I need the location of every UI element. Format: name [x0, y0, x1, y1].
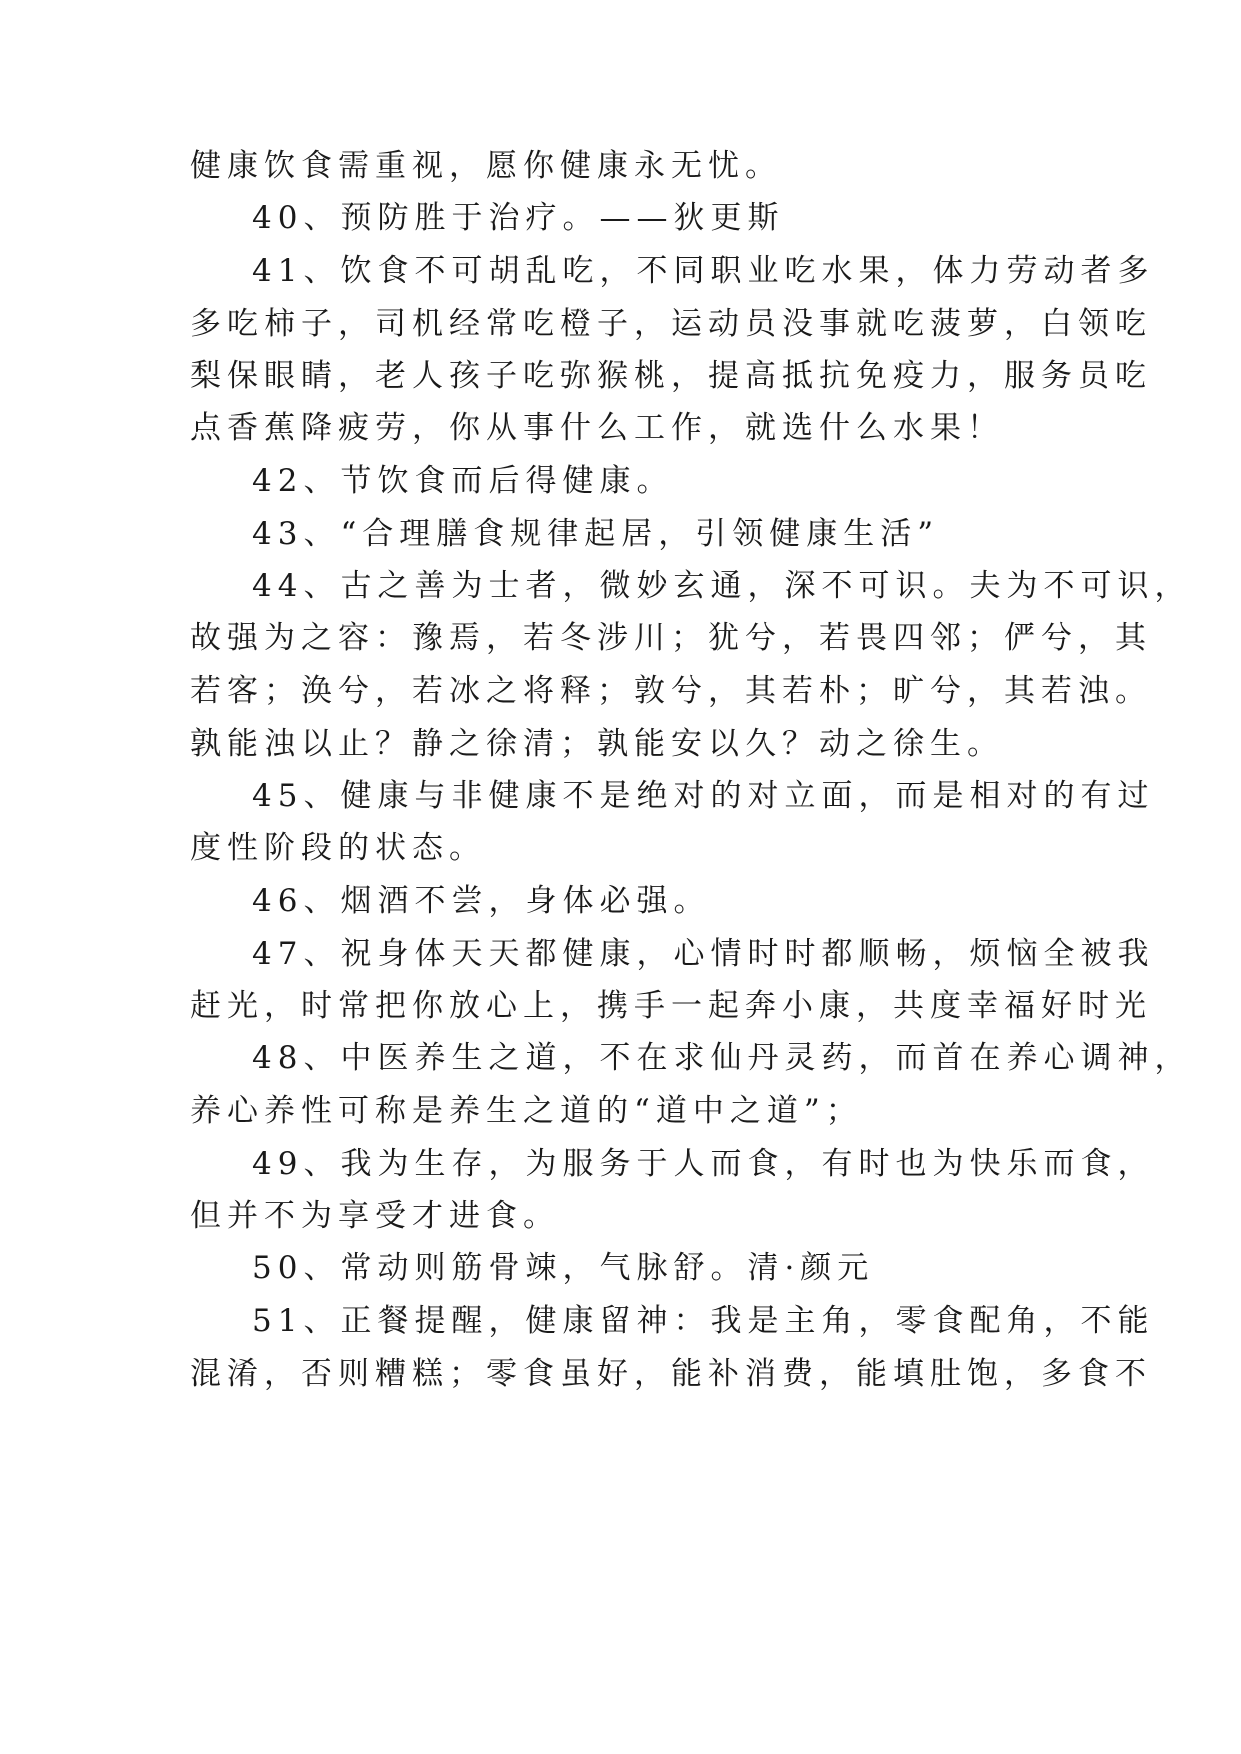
text-line: 49、我为生存，为服务于人而食，有时也为快乐而食，: [252, 1146, 1155, 1182]
text-line: 混淆，否则糟糕；零食虽好，能补消费，能填肚饱，多食不: [190, 1356, 1152, 1392]
text-line: 42、节饮食而后得健康。: [252, 463, 674, 499]
text-line: 梨保眼睛，老人孩子吃弥猴桃，提高抵抗免疫力，服务员吃: [190, 358, 1152, 394]
text-line: 45、健康与非健康不是绝对的对立面，而是相对的有过: [252, 778, 1155, 814]
text-line: 赶光，时常把你放心上，携手一起奔小康，共度幸福好时光: [190, 988, 1152, 1024]
text-line: 健康饮食需重视，愿你健康永无忧。: [190, 148, 782, 184]
text-line: 点香蕉降疲劳，你从事什么工作，就选什么水果！: [190, 410, 1004, 446]
text-line: 41、饮食不可胡乱吃，不同职业吃水果，体力劳动者多: [252, 253, 1155, 289]
text-line: 孰能浊以止？静之徐清；孰能安以久？动之徐生。: [190, 726, 1004, 762]
text-line: 44、古之善为士者，微妙玄通，深不可识。夫为不可识，: [252, 568, 1192, 604]
text-line: 43、“合理膳食规律起居，引领健康生活”: [252, 516, 940, 552]
text-line: 若客；涣兮，若冰之将释；敦兮，其若朴；旷兮，其若浊。: [190, 673, 1152, 709]
text-line: 40、预防胜于治疗。——狄更斯: [252, 200, 785, 236]
text-line: 51、正餐提醒，健康留神：我是主角，零食配角，不能: [252, 1303, 1155, 1339]
text-line: 养心养性可称是养生之道的“道中之道”；: [190, 1093, 863, 1129]
text-line: 46、烟酒不尝，身体必强。: [252, 883, 711, 919]
text-line: 48、中医养生之道，不在求仙丹灵药，而首在养心调神，: [252, 1040, 1192, 1076]
text-line: 度性阶段的状态。: [190, 830, 486, 866]
text-line: 47、祝身体天天都健康，心情时时都顺畅，烦恼全被我: [252, 936, 1155, 972]
text-line: 但并不为享受才进食。: [190, 1198, 560, 1234]
text-line: 故强为之容：豫焉，若冬涉川；犹兮，若畏四邻；俨兮，其: [190, 620, 1152, 656]
text-line: 多吃柿子，司机经常吃橙子，运动员没事就吃菠萝，白领吃: [190, 306, 1152, 342]
text-line: 50、常动则筋骨竦，气脉舒。清·颜元: [252, 1250, 875, 1286]
